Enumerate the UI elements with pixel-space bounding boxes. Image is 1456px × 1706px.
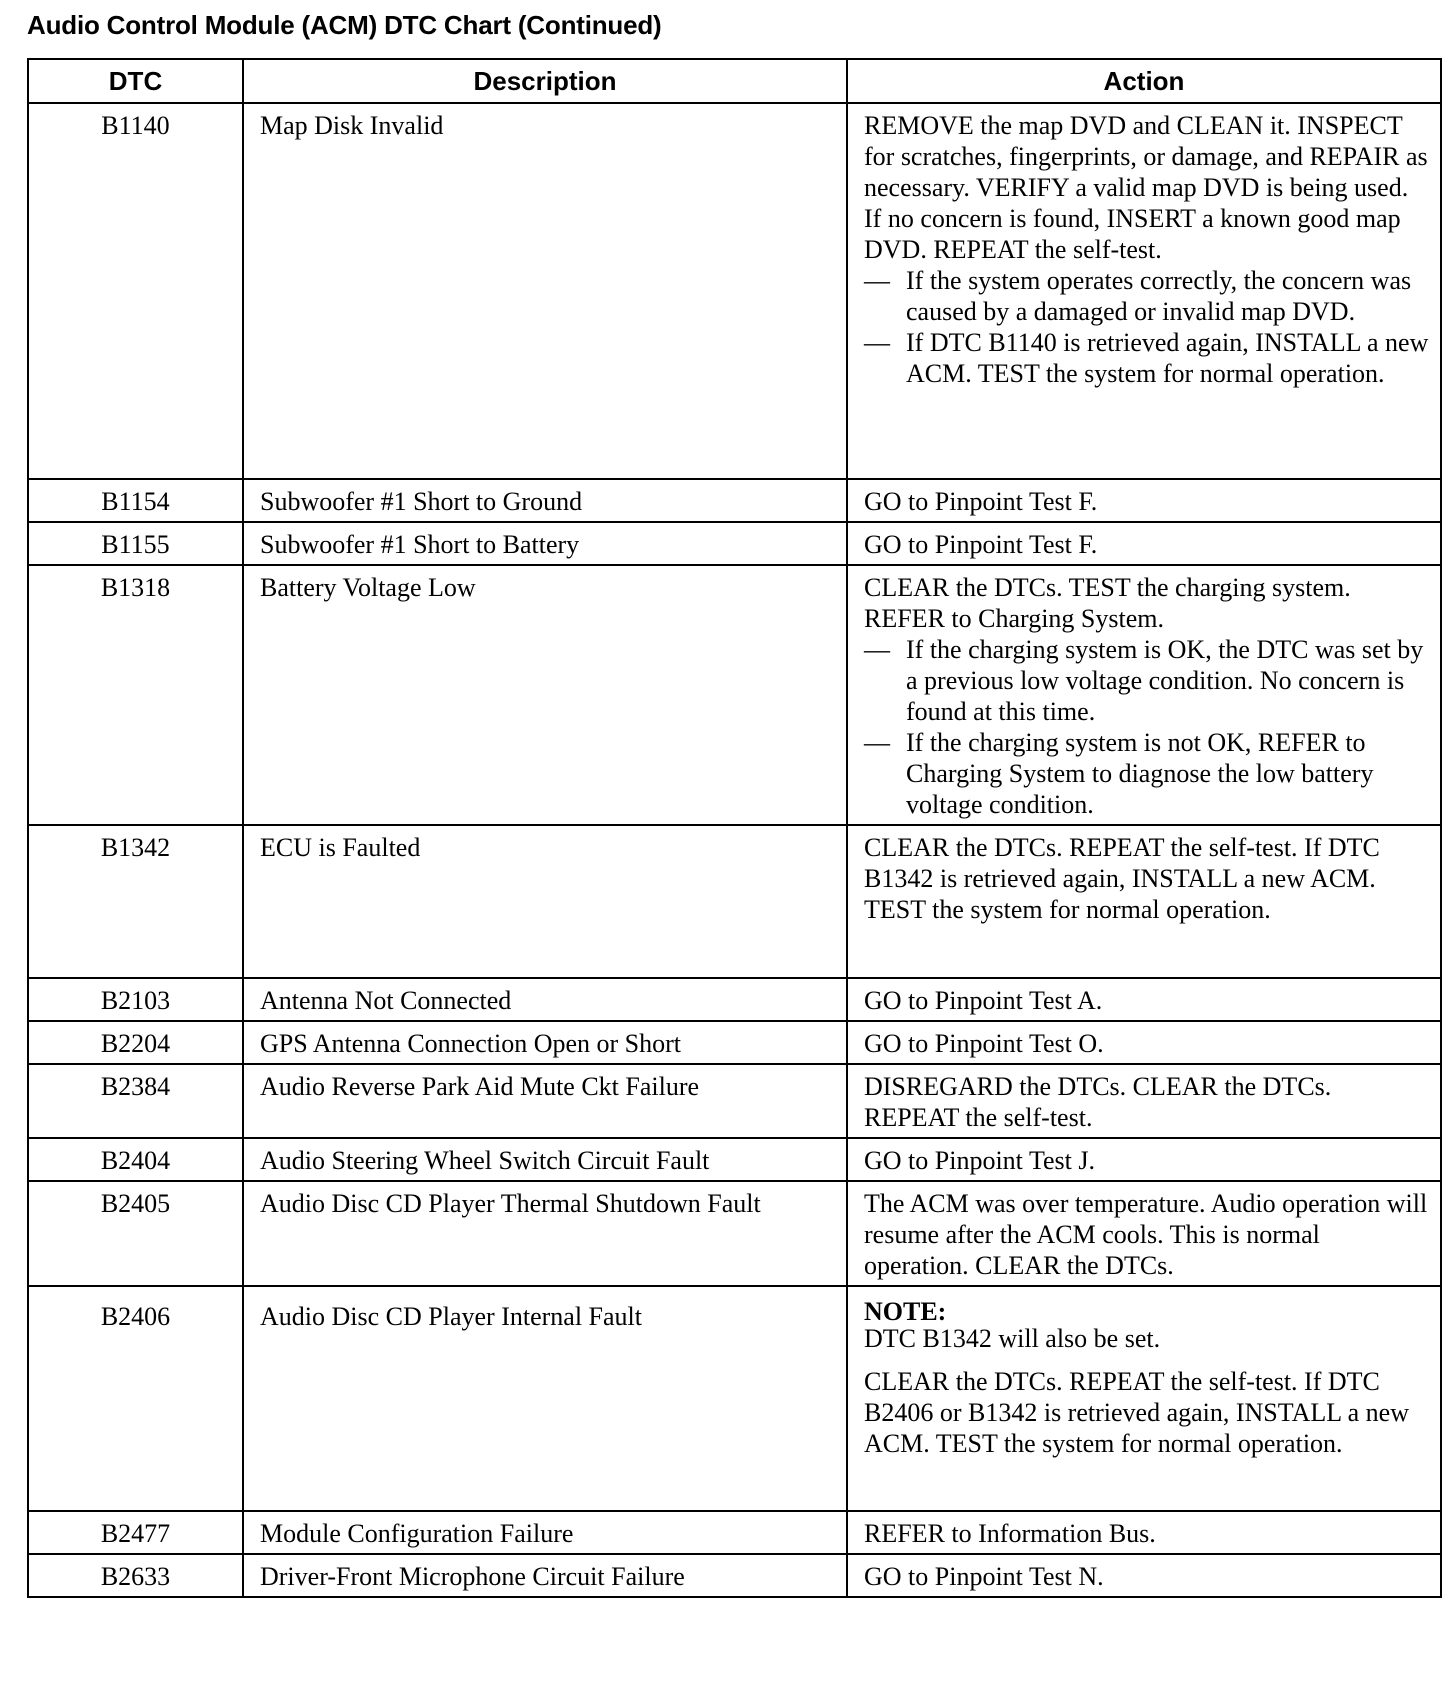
- dtc-action: REFER to Information Bus.: [847, 1511, 1441, 1554]
- bullet-dash: —: [864, 266, 890, 295]
- dtc-code: B1154: [28, 479, 243, 522]
- dtc-action: DISREGARD the DTCs. CLEAR the DTCs. REPEAT the self-test.: [847, 1064, 1441, 1138]
- bullet-text: If the charging system is OK, the DTC was set by a previous low voltage condition. No concern is found at this time.: [906, 635, 1424, 726]
- dtc-description: ECU is Faulted: [243, 825, 847, 978]
- table-row: [28, 1021, 1441, 1064]
- dtc-code: B2103: [28, 978, 243, 1021]
- dtc-description: Audio Reverse Park Aid Mute Ckt Failure: [243, 1064, 847, 1138]
- table-row: [28, 1554, 1441, 1597]
- bullet-text: If the charging system is not OK, REFER to Charging System to diagnose the low battery voltage condition.: [906, 728, 1374, 819]
- table-row: [28, 1181, 1441, 1286]
- dtc-code: B2477: [28, 1511, 243, 1554]
- note-label: NOTE:: [864, 1297, 947, 1326]
- table-row: [28, 1064, 1441, 1138]
- table-row: [28, 479, 1441, 522]
- dtc-action: The ACM was over temperature. Audio operation will resume after the ACM cools. This is normal operation. CLEAR the DTCs.: [847, 1181, 1441, 1286]
- dtc-action: CLEAR the DTCs. REPEAT the self-test. If DTC B1342 is retrieved again, INSTALL a new ACM. TEST the system for normal operation.: [847, 825, 1441, 978]
- table-row: [28, 565, 1441, 825]
- dtc-code: B2406: [28, 1286, 243, 1511]
- action-text: CLEAR the DTCs. REPEAT the self-test. If DTC B2406 or B1342 is retrieved again, INSTALL a new ACM. TEST the system for normal operation.: [864, 1367, 1409, 1458]
- dtc-code: B2404: [28, 1138, 243, 1181]
- dtc-action: [847, 1286, 1441, 1511]
- dtc-description: Audio Steering Wheel Switch Circuit Fault: [243, 1138, 847, 1181]
- table-row: [28, 825, 1441, 978]
- dtc-code: B1318: [28, 565, 243, 825]
- dtc-table: [27, 58, 1442, 1598]
- header-dtc: DTC: [28, 59, 243, 103]
- dtc-code: B1342: [28, 825, 243, 978]
- dtc-description: Map Disk Invalid: [243, 103, 847, 479]
- dtc-action: GO to Pinpoint Test F.: [847, 522, 1441, 565]
- dtc-description: Driver-Front Microphone Circuit Failure: [243, 1554, 847, 1597]
- dtc-code: B1140: [28, 103, 243, 479]
- dtc-action: [847, 103, 1441, 479]
- table-row: [28, 1511, 1441, 1554]
- table-row: [28, 1286, 1441, 1511]
- dtc-action: GO to Pinpoint Test J.: [847, 1138, 1441, 1181]
- chart-title: Audio Control Module (ACM) DTC Chart (Continued): [27, 10, 662, 40]
- dtc-description: Audio Disc CD Player Thermal Shutdown Fault: [243, 1181, 847, 1286]
- table-header-row: [28, 59, 1441, 103]
- table-row: [28, 103, 1441, 479]
- dtc-description: Audio Disc CD Player Internal Fault: [243, 1286, 847, 1511]
- table-row: [28, 978, 1441, 1021]
- bullet-dash: —: [864, 328, 890, 357]
- dtc-code: B1155: [28, 522, 243, 565]
- table-row: [28, 1138, 1441, 1181]
- action-bullet: [864, 727, 1430, 820]
- dtc-description: Battery Voltage Low: [243, 565, 847, 825]
- action-text: CLEAR the DTCs. TEST the charging system. REFER to Charging System.: [864, 573, 1351, 633]
- bullet-dash: —: [864, 728, 890, 757]
- dtc-action: GO to Pinpoint Test A.: [847, 978, 1441, 1021]
- dtc-description: Antenna Not Connected: [243, 978, 847, 1021]
- bullet-dash: —: [864, 635, 890, 664]
- header-description: Description: [243, 59, 847, 103]
- bullet-text: If the system operates correctly, the concern was caused by a damaged or invalid map DVD.: [906, 266, 1412, 326]
- dtc-description: GPS Antenna Connection Open or Short: [243, 1021, 847, 1064]
- dtc-code: B2204: [28, 1021, 243, 1064]
- dtc-description: Subwoofer #1 Short to Battery: [243, 522, 847, 565]
- dtc-action: GO to Pinpoint Test N.: [847, 1554, 1441, 1597]
- dtc-action: GO to Pinpoint Test F.: [847, 479, 1441, 522]
- header-action: Action: [847, 59, 1441, 103]
- table-row: [28, 522, 1441, 565]
- action-bullet: [864, 265, 1430, 327]
- dtc-description: Module Configuration Failure: [243, 1511, 847, 1554]
- dtc-action: GO to Pinpoint Test O.: [847, 1021, 1441, 1064]
- action-text: REMOVE the map DVD and CLEAN it. INSPECT for scratches, fingerprints, or damage, and REPAIR as necessary. VERIFY a valid map DVD is being used. If no concern is found, INSERT a known good map DVD. REPEAT the self-test.: [864, 111, 1428, 264]
- bullet-text: If DTC B1140 is retrieved again, INSTALL a new ACM. TEST the system for normal operation.: [906, 328, 1429, 388]
- dtc-code: B2384: [28, 1064, 243, 1138]
- dtc-action: [847, 565, 1441, 825]
- note-text: DTC B1342 will also be set.: [864, 1324, 1161, 1353]
- dtc-description: Subwoofer #1 Short to Ground: [243, 479, 847, 522]
- dtc-code: B2633: [28, 1554, 243, 1597]
- dtc-code: B2405: [28, 1181, 243, 1286]
- action-bullet: [864, 327, 1430, 389]
- action-bullet: [864, 634, 1430, 727]
